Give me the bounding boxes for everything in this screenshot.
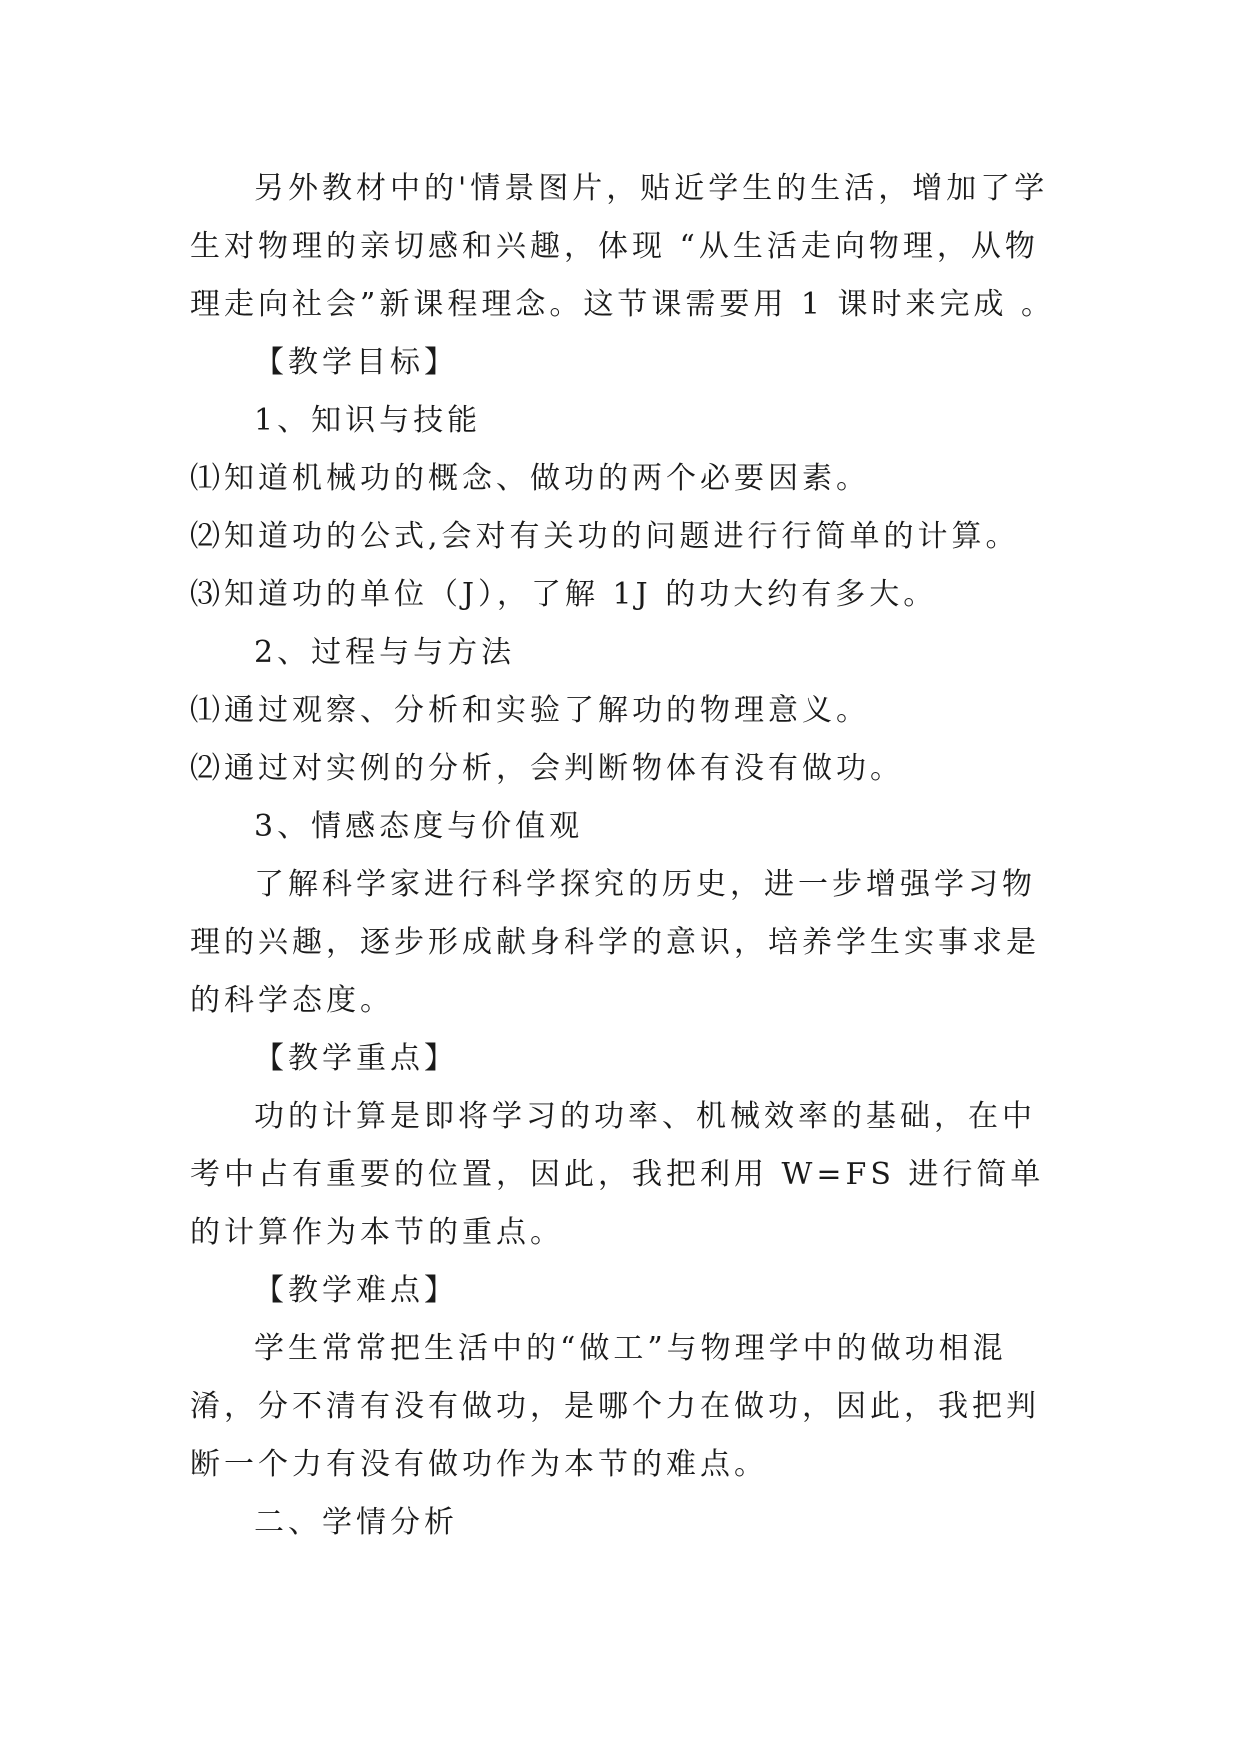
- paragraph-teaching-focus: 功的计算是即将学习的功率、机械效率的基础，在中考中占有重要的位置，因此，我把利用 W=FS 进行简单的计算作为本节的重点。: [190, 1099, 1045, 1250]
- list-item-process-1: ⑴通过观察、分析和实验了解功的物理意义。: [190, 693, 870, 728]
- list-item-knowledge-1: ⑴知道机械功的概念、做功的两个必要因素。: [190, 461, 870, 496]
- subheading-process-method: 2、过程与与方法: [254, 635, 516, 670]
- heading-teaching-goals: 【教学目标】: [254, 345, 458, 380]
- list-item-knowledge-3: ⑶知道功的单位（J），了解 1J 的功大约有多大。: [190, 577, 938, 612]
- heading-student-analysis: 二、学情分析: [254, 1505, 458, 1540]
- subheading-emotion-values: 3、情感态度与价值观: [254, 809, 584, 844]
- heading-teaching-focus: 【教学重点】: [254, 1041, 458, 1076]
- heading-teaching-difficulty: 【教学难点】: [254, 1273, 458, 1308]
- document-body: [190, 160, 1060, 1552]
- list-item-knowledge-2: ⑵知道功的公式,会对有关功的问题进行行简单的计算。: [190, 519, 1020, 554]
- paragraph-teaching-difficulty: 学生常常把生活中的“做工”与物理学中的做功相混淆，分不清有没有做功，是哪个力在做功，因此，我把判断一个力有没有做功作为本节的难点。: [190, 1331, 1040, 1482]
- paragraph-emotion-values: 了解科学家进行科学探究的历史，进一步增强学习物理的兴趣，逐步形成献身科学的意识，培养学生实事求是的科学态度。: [190, 867, 1040, 1018]
- list-item-process-2: ⑵通过对实例的分析，会判断物体有没有做功。: [190, 751, 904, 786]
- paragraph-textbook-images: 另外教材中的'情景图片，贴近学生的生活，增加了学生对物理的亲切感和兴趣，体现 “从生活走向物理，从物理走向社会”新课程理念。这节课需要用 1 课时来完成 。: [190, 171, 1056, 322]
- subheading-knowledge-skills: 1、知识与技能: [254, 403, 482, 438]
